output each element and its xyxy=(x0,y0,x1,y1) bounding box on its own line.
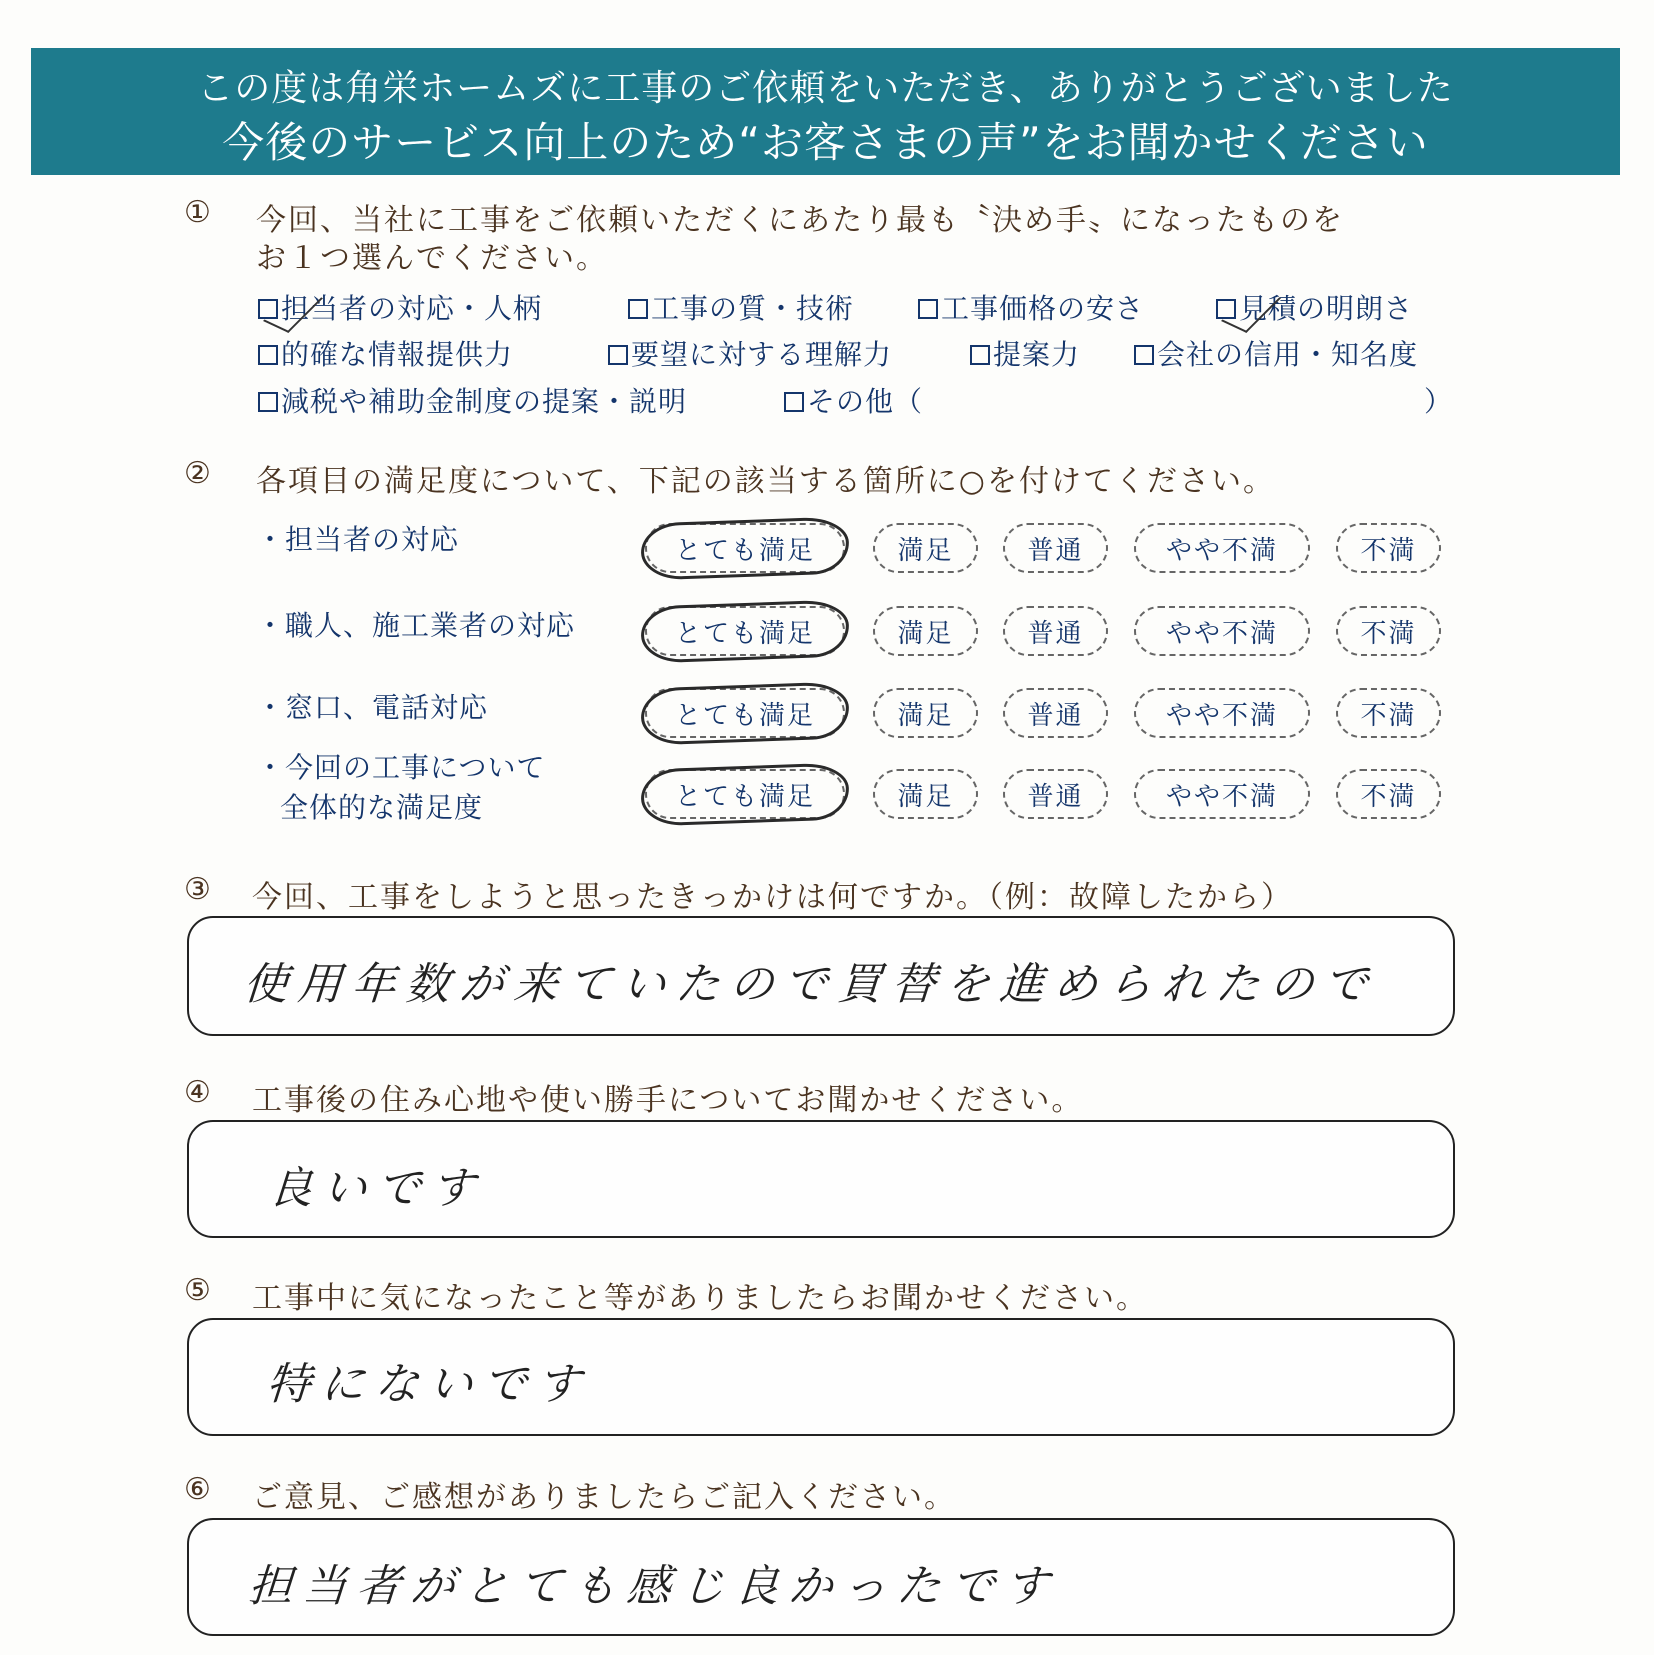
checkbox-icon[interactable] xyxy=(608,345,628,365)
q3-answer-text: 使用年数が来ていたので買替を進められたので xyxy=(241,959,1380,1010)
q2-row-label-overall: ・今回の工事について xyxy=(256,751,546,784)
q1-option-clear-estimate[interactable]: 見積の明朗さ xyxy=(1216,287,1413,327)
q6-answer-text: 担当者がとても感じ良かったです xyxy=(246,1561,1061,1612)
q1-text-line2: お１つ選んでください。 xyxy=(256,241,608,276)
q2-text: 各項目の満足度について、下記の該当する箇所に○を付けてください。 xyxy=(256,464,1275,499)
q1-other-close-paren: ） xyxy=(1424,385,1454,418)
q5-text: 工事中に気になったこと等がありましたらお聞かせください。 xyxy=(252,1281,1148,1316)
q3-text: 今回、工事をしようと思ったきっかけは何ですか。（例：故障したから） xyxy=(252,880,1293,915)
rating-satisfied[interactable]: 満足 xyxy=(873,688,978,738)
q1-option-reputation[interactable]: 会社の信用・知名度 xyxy=(1134,333,1418,373)
q4-text: 工事後の住み心地や使い勝手についてお聞かせください。 xyxy=(252,1083,1084,1118)
q2-row-label-phone: ・窓口、電話対応 xyxy=(256,691,489,724)
rating-dissatisfied[interactable]: 不満 xyxy=(1336,606,1441,656)
q2-number: ② xyxy=(184,456,211,491)
rating-somewhat-dissatisfied[interactable]: やや不満 xyxy=(1134,606,1310,656)
checkbox-icon[interactable] xyxy=(628,299,648,319)
rating-neutral[interactable]: 普通 xyxy=(1003,688,1108,738)
q3-number: ③ xyxy=(184,872,211,907)
rating-satisfied[interactable]: 満足 xyxy=(873,606,978,656)
q5-number: ⑤ xyxy=(184,1273,211,1308)
header-banner xyxy=(31,48,1620,175)
q2-row-label-staff: ・担当者の対応 xyxy=(256,523,460,556)
q1-option-other[interactable]: その他（ xyxy=(784,380,923,420)
rating-somewhat-dissatisfied[interactable]: やや不満 xyxy=(1134,688,1310,738)
q4-answer-text: 良いです xyxy=(266,1163,487,1214)
checkbox-checked-icon[interactable] xyxy=(258,299,278,319)
checkbox-icon[interactable] xyxy=(1134,345,1154,365)
checkbox-icon[interactable] xyxy=(970,345,990,365)
checkbox-icon[interactable] xyxy=(784,392,804,412)
q3-answer-box[interactable] xyxy=(187,916,1455,1036)
checkbox-icon[interactable] xyxy=(258,392,278,412)
q2-row-label-overall-line2: 全体的な満足度 xyxy=(280,791,484,824)
rating-somewhat-dissatisfied[interactable]: やや不満 xyxy=(1134,523,1310,573)
checkbox-icon[interactable] xyxy=(258,345,278,365)
rating-satisfied[interactable]: 満足 xyxy=(873,769,978,819)
rating-very-satisfied[interactable]: とても満足 xyxy=(645,769,845,819)
rating-very-satisfied[interactable]: とても満足 xyxy=(645,688,845,738)
q1-option-staff-response[interactable]: 担当者の対応・人柄 xyxy=(258,287,542,327)
q4-answer-box[interactable] xyxy=(187,1120,1455,1238)
rating-dissatisfied[interactable]: 不満 xyxy=(1336,523,1441,573)
q4-number: ④ xyxy=(184,1075,211,1110)
q1-option-proposal[interactable]: 提案力 xyxy=(970,333,1080,373)
rating-neutral[interactable]: 普通 xyxy=(1003,523,1108,573)
q5-answer-box[interactable] xyxy=(187,1318,1455,1436)
q1-number: ① xyxy=(184,195,211,230)
q1-text-line1: 今回、当社に工事をご依頼いただくにあたり最も〝決め手〟になったものを xyxy=(256,203,1344,238)
q1-option-construction-quality[interactable]: 工事の質・技術 xyxy=(628,287,854,327)
q6-text: ご意見、ご感想がありましたらご記入ください。 xyxy=(252,1480,956,1515)
q6-number: ⑥ xyxy=(184,1472,211,1507)
banner-thanks-line: この度は角栄ホームズに工事のご依頼をいただき、ありがとうございました xyxy=(197,68,1454,109)
q1-option-accurate-info[interactable]: 的確な情報提供力 xyxy=(258,333,513,373)
rating-somewhat-dissatisfied[interactable]: やや不満 xyxy=(1134,769,1310,819)
q1-option-tax-subsidy[interactable]: 減税や補助金制度の提案・説明 xyxy=(258,380,687,420)
checkbox-checked-icon[interactable] xyxy=(1216,299,1236,319)
q1-option-understanding[interactable]: 要望に対する理解力 xyxy=(608,333,892,373)
rating-very-satisfied[interactable]: とても満足 xyxy=(645,606,845,656)
q6-answer-box[interactable] xyxy=(187,1518,1455,1636)
rating-satisfied[interactable]: 満足 xyxy=(873,523,978,573)
banner-request-line: 今後のサービス向上のため“お客さまの声”をお聞かせください xyxy=(222,118,1429,167)
q5-answer-text: 特にないです xyxy=(264,1359,593,1410)
q1-option-low-price[interactable]: 工事価格の安さ xyxy=(918,287,1144,327)
rating-dissatisfied[interactable]: 不満 xyxy=(1336,769,1441,819)
rating-neutral[interactable]: 普通 xyxy=(1003,606,1108,656)
q2-row-label-craftsmen: ・職人、施工業者の対応 xyxy=(256,609,576,642)
checkbox-icon[interactable] xyxy=(918,299,938,319)
rating-neutral[interactable]: 普通 xyxy=(1003,769,1108,819)
rating-very-satisfied[interactable]: とても満足 xyxy=(645,523,845,573)
rating-dissatisfied[interactable]: 不満 xyxy=(1336,688,1441,738)
